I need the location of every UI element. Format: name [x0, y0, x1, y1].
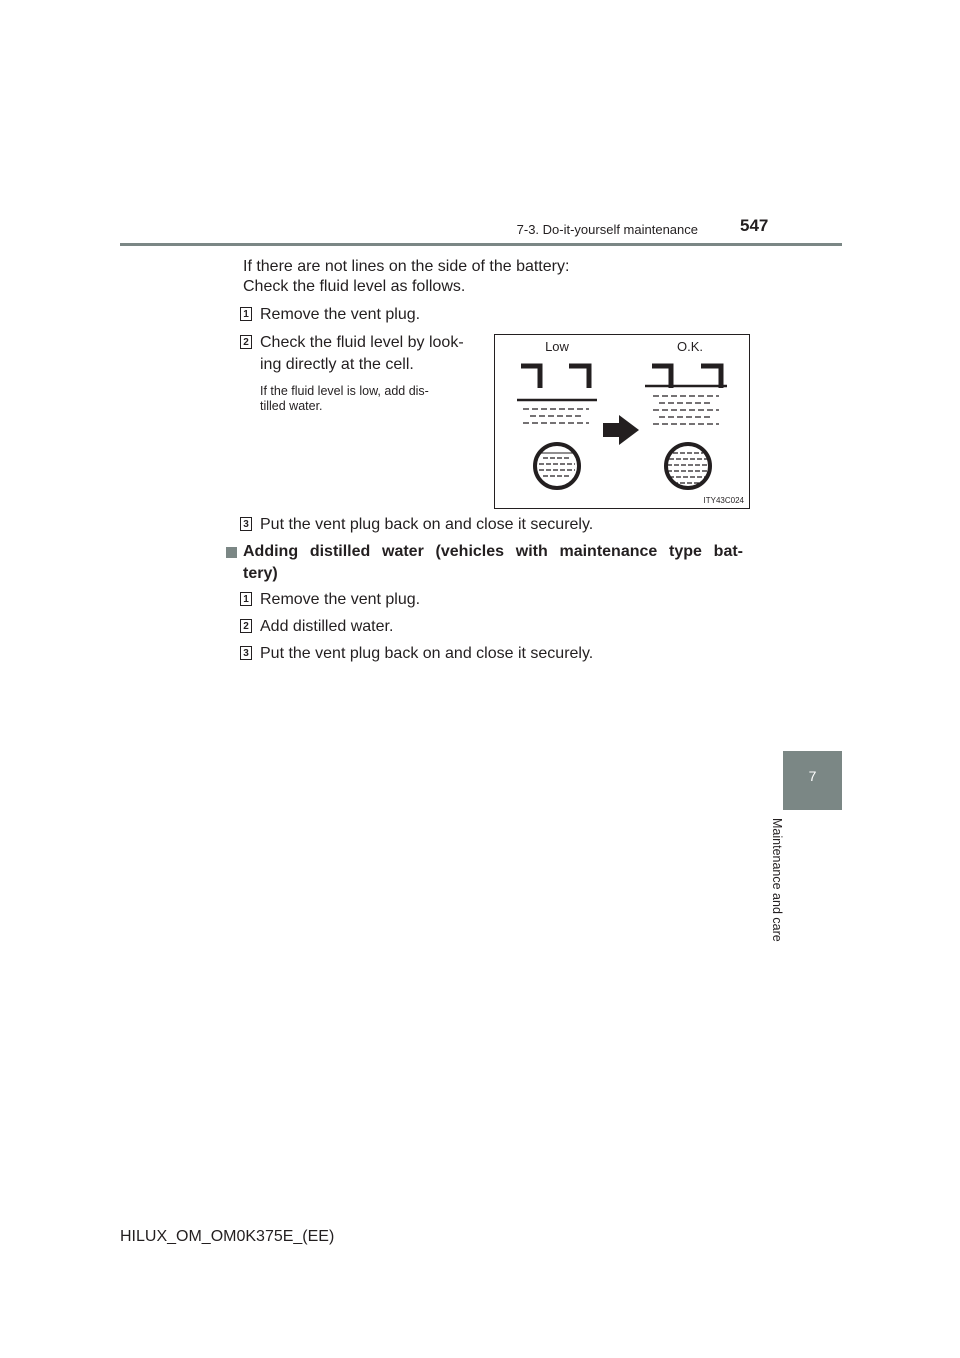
- header-rule: [120, 243, 842, 246]
- add-step-text-3: Put the vent plug back on and close it securely.: [260, 645, 594, 662]
- add-step-text-2: Add distilled water.: [260, 618, 394, 635]
- section-heading-line-2: tery): [243, 565, 278, 582]
- chapter-number: 7: [808, 768, 817, 784]
- step-text-1: Remove the vent plug.: [260, 306, 421, 323]
- label-low: Low: [545, 339, 569, 354]
- intro-line-2: Check the fluid level as follows.: [243, 278, 466, 295]
- label-ok: O.K.: [676, 339, 704, 354]
- intro-line-1: If there are not lines on the side of the battery:: [243, 258, 570, 275]
- low-cell-top-view: [535, 444, 579, 488]
- ok-fluid-dashes: [653, 396, 719, 424]
- step-badge-1: 1: [240, 307, 252, 321]
- add-step-badge-3: 3: [240, 646, 252, 660]
- add-step-text-1: Remove the vent plug.: [260, 591, 421, 608]
- step-note-2b: tilled water.: [260, 399, 323, 413]
- low-cell-plates: [521, 366, 589, 388]
- figure-code: ITY43C024: [703, 496, 744, 505]
- fluid-level-figure: [494, 334, 750, 509]
- step-text-2a: Check the fluid level by look-: [260, 334, 464, 351]
- fluid-level-diagram: [495, 335, 749, 508]
- low-fluid-dashes: [523, 409, 589, 423]
- chapter-title-text: Maintenance and care: [770, 818, 784, 942]
- step-badge-2: 2: [240, 335, 252, 349]
- add-step-badge-2: 2: [240, 619, 252, 633]
- ok-cell-top-view: [666, 444, 710, 488]
- add-step-badge-1: 1: [240, 592, 252, 606]
- section-title: 7-3. Do-it-yourself maintenance: [516, 222, 698, 237]
- document-code: HILUX_OM_OM0K375E_(EE): [120, 1228, 335, 1245]
- section-heading-line-1: Adding distilled water (vehicles with maintenance type bat-: [243, 543, 743, 560]
- ok-cell-plates: [652, 366, 721, 388]
- page-number: 547: [740, 216, 769, 235]
- step-note-2a: If the fluid level is low, add dis-: [260, 384, 429, 398]
- step-text-2b: ing directly at the cell.: [260, 356, 414, 373]
- section-bullet-icon: [226, 547, 237, 558]
- arrow-right-icon: [603, 415, 639, 445]
- step-badge-3: 3: [240, 517, 252, 531]
- chapter-title: [770, 818, 806, 968]
- step-text-3: Put the vent plug back on and close it securely.: [260, 516, 594, 533]
